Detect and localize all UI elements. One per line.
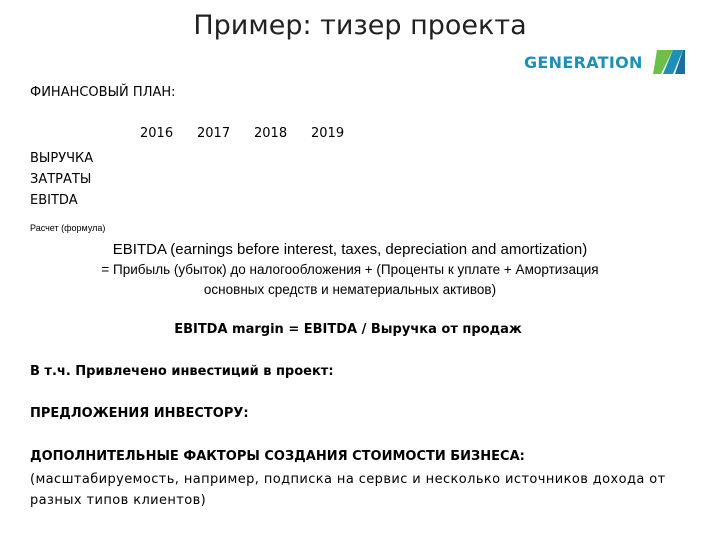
- formula-main: EBITDA (earnings before interest, taxes, depreciation and amortization): [112, 241, 588, 258]
- logo-text: GENERATION: [524, 52, 643, 72]
- investor-offers-heading: ПРЕДЛОЖЕНИЯ ИНВЕСТОРУ:: [30, 406, 249, 421]
- formula-label: Расчет (формула): [30, 223, 106, 233]
- ebitda-formula: [20, 240, 680, 300]
- generation-logo: [524, 44, 687, 80]
- row-label-revenue: ВЫРУЧКА: [30, 151, 94, 166]
- value-factors-heading: ДОПОЛНИТЕЛЬНЫЕ ФАКТОРЫ СОЗДАНИЯ СТОИМОСТИ БИЗНЕСА:: [30, 449, 525, 464]
- year-label: 2018: [254, 126, 288, 141]
- ebitda-margin-formula: EBITDA margin = EBITDA / Выручка от продаж: [174, 322, 522, 337]
- year-label: 2016: [140, 126, 174, 141]
- year-label: 2019: [311, 126, 345, 141]
- row-label-costs: ЗАТРАТЫ: [30, 172, 92, 187]
- years-header: [140, 125, 368, 143]
- formula-line-3: основных средств и нематериальных активов): [203, 282, 497, 297]
- row-label-ebitda: EBITDA: [30, 193, 78, 208]
- financial-plan-heading: ФИНАНСОВЫЙ ПЛАН:: [30, 85, 176, 100]
- financial-plan-rows: [30, 148, 93, 211]
- slide-title: Пример: тизер проекта: [193, 10, 527, 41]
- investment-line: В т.ч. Привлечено инвестиций в проект:: [30, 364, 334, 379]
- formula-line-2: = Прибыль (убыток) до налогообложения + (Проценты к уплате + Амортизация: [101, 262, 599, 277]
- generation-logo-mark-icon: [651, 44, 687, 80]
- value-factors-description: (масштабируемость, например, подписка на сервис и несколько источников дохода от разных типов клиентов): [30, 472, 666, 508]
- year-label: 2017: [197, 126, 231, 141]
